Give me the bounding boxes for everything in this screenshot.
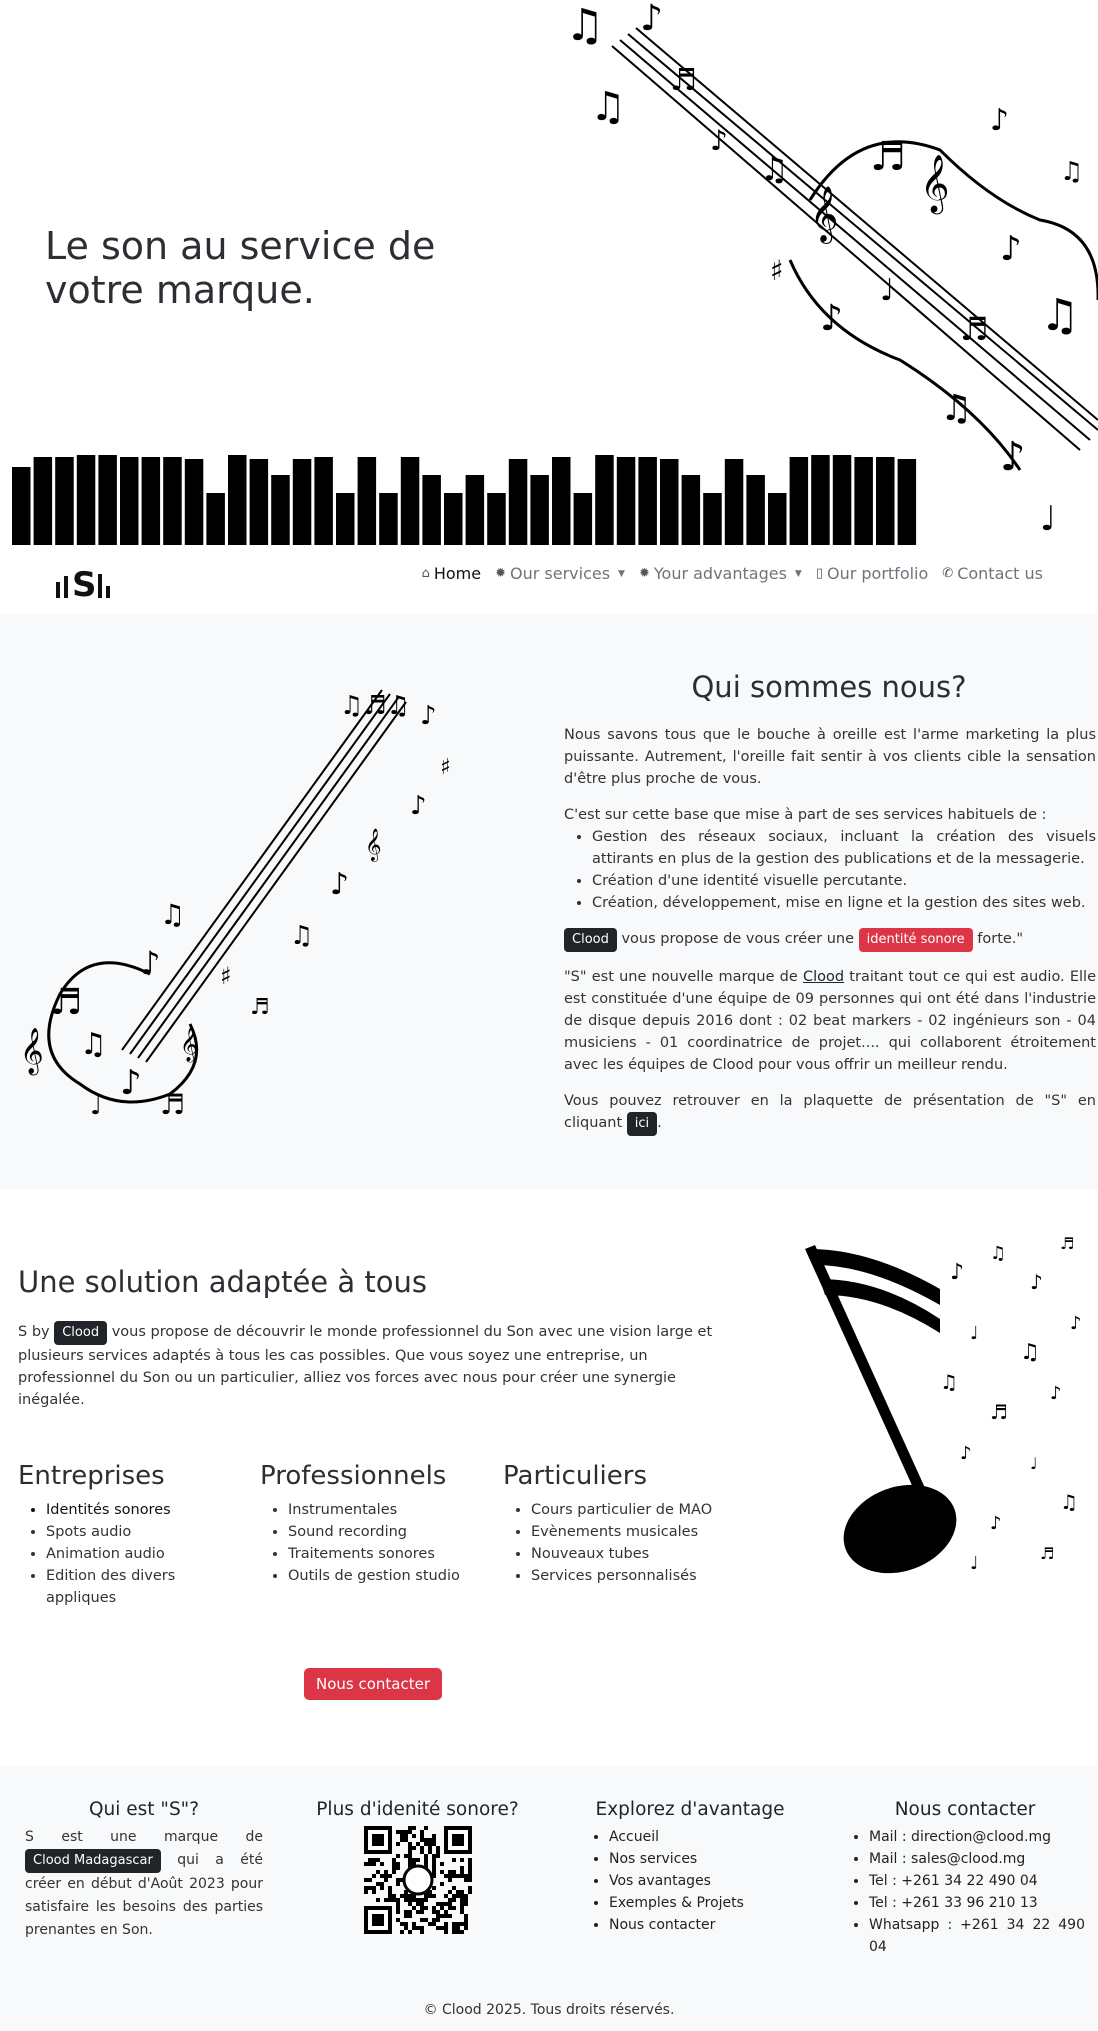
svg-text:♩: ♩ [90,1091,103,1121]
caret-down-icon: ▼ [618,568,625,579]
equalizer-bar [142,457,161,545]
svg-text:♬: ♬ [1040,1544,1055,1563]
equalizer-bar [466,475,485,545]
contact-item: • Tel : +261 33 96 210 13 [869,1892,1085,1914]
equalizer-bar [444,493,463,545]
footer-explore-title: Explorez d'avantage [595,1799,785,1820]
caret-down-icon: ▼ [794,568,802,579]
svg-text:♩: ♩ [1040,499,1057,539]
clood-link[interactable]: Clood [803,969,845,985]
contact-us-button[interactable]: Nous contacter [304,1668,442,1700]
svg-text:♬: ♬ [250,995,270,1020]
equalizer-bar [487,493,506,545]
equalizer-bar [358,457,377,545]
column-list [531,1499,733,1587]
svg-text:♫: ♫ [940,388,973,429]
column-title: Particuliers [503,1461,648,1491]
svg-text:♫: ♫ [1060,157,1084,187]
svg-text:♬: ♬ [50,982,83,1023]
column-title: Professionnels [260,1461,447,1491]
svg-text:♪: ♪ [140,944,161,982]
nav-item-our-portfolio[interactable] [816,564,928,583]
footer-contact [845,1799,1085,1958]
clood-madagascar-badge: Clood Madagascar [25,1849,161,1873]
about-text: traitant tout ce qui est audio. Elle est constituée d'une équipe de 09 personnes qui ont été dans l'industrie de disque depuis 2016 dont : 02 beat markers - 02 ingénieurs son - 04 musiciens - 01 coordinatrice de projet.... qui collaborent étroitement avec les équipes de Clood pour vous offrir un meilleur rendu. [564,969,1096,1073]
equalizer-bar [250,459,269,545]
about-text: forte." [977,931,1024,947]
footer-link[interactable]: • Exemples & Projets [609,1892,795,1914]
list-item: • Nouveaux tubes [531,1543,733,1565]
list-item: • Services personnalisés [531,1565,733,1587]
nav-item-label: Contact us [957,564,1043,583]
list-item: • Spots audio [46,1521,248,1543]
footer-text: qui a été créer en début d'Août 2023 pour satisfaire les besoins des parties prenantes en Son. [25,1852,263,1938]
equalizer-bar [379,493,398,545]
list-item: • Cours particulier de MAO [531,1499,733,1521]
footer-about-text [25,1826,263,1942]
footer-link[interactable]: • Nous contacter [609,1914,795,1936]
solution-description [18,1321,718,1411]
svg-text:♫♬♫: ♫♬♫ [340,691,410,721]
nav-item-home[interactable] [422,564,482,583]
equalizer-bar [163,457,182,545]
svg-text:♪: ♪ [420,701,437,731]
equalizer-bar [185,459,204,545]
svg-text:♫: ♫ [760,150,789,188]
equalizer-bar [422,475,441,545]
svg-text:♩: ♩ [880,273,895,308]
column-list [288,1499,490,1587]
svg-text:♫: ♫ [990,1243,1007,1264]
nav-item-our-services[interactable] [495,564,625,583]
svg-text:♬: ♬ [870,134,906,180]
svg-text:♫: ♫ [1060,1490,1078,1514]
svg-text:♪: ♪ [990,103,1010,138]
svg-text:♪: ♪ [1050,1383,1062,1404]
navbar [0,548,1098,614]
equalizer-bar [293,459,312,545]
about-title: Qui sommes nous? [691,670,967,704]
footer-link[interactable]: • Nos services [609,1848,795,1870]
svg-text:♫: ♫ [565,0,605,51]
svg-text:♫: ♫ [160,898,186,931]
hero-section [0,0,1098,548]
svg-text:♪: ♪ [120,1063,142,1103]
svg-text:♫: ♫ [290,921,314,951]
svg-text:♪: ♪ [1000,434,1026,480]
equalizer-bar [336,493,355,545]
solution-section [0,1189,1098,1766]
clood-badge: Clood [564,928,617,952]
equalizer-bar [271,475,290,545]
footer-qr [300,1799,535,1934]
nav-item-contact-us[interactable] [942,564,1043,583]
column-particuliers [503,1461,733,1587]
list-item: • Evènements musicales [531,1521,733,1543]
svg-text:♩: ♩ [1030,1454,1038,1473]
svg-text:♯: ♯ [770,254,784,287]
equalizer-bar [55,457,73,545]
footer-link[interactable]: • Vos avantages [609,1870,795,1892]
gear-icon: ✹ [638,566,650,581]
svg-text:♬: ♬ [670,63,697,98]
nav-item-label: Home [433,564,482,583]
equalizer-bar [98,455,117,545]
svg-text:♫: ♫ [1040,290,1080,341]
about-text: "S" est une nouvelle marque de [564,969,798,985]
book-icon: ▯ [815,566,823,581]
svg-text:𝄞: 𝄞 [365,828,382,861]
phone-icon: ✆ [942,566,954,581]
equalizer-bar [206,493,225,545]
list-item: • Animation audio [46,1543,248,1565]
about-body [564,724,1096,1150]
about-text: Vous pouvez retrouver en la plaquette de présentation de "S" en cliquant [564,1093,1096,1131]
list-item: • Identités sonores [46,1499,248,1521]
footer-qr-title: Plus d'idenité sonore? [316,1799,519,1820]
column-title: Entreprises [18,1461,165,1491]
svg-text:S: S [72,565,97,605]
nav-item-label: Your advantages [653,564,787,583]
svg-text:♪: ♪ [1000,229,1022,269]
contact-item: • Mail : direction@clood.mg [869,1826,1085,1848]
svg-text:♪: ♪ [1070,1313,1082,1334]
svg-text:♯: ♯ [440,755,451,780]
nav-item-label: Our portfolio [826,564,929,583]
equalizer-bar [228,455,247,545]
svg-text:♬: ♬ [960,310,989,348]
column-list [46,1499,248,1609]
hero-title: Le son au service de votre marque. [45,224,436,312]
footer-about-title: Qui est "S"? [88,1799,200,1820]
equalizer-bar [34,457,53,545]
svg-text:𝄞: 𝄞 [920,154,950,212]
svg-text:♪: ♪ [330,867,350,902]
solution-text: S by [18,1324,50,1340]
list-item: • Outils de gestion studio [288,1565,490,1587]
footer-explore [585,1799,795,1936]
s-logo[interactable] [52,562,122,606]
solution-title: Une solution adaptée à tous [18,1265,427,1299]
violin-music-notes-graphic [560,0,1098,548]
svg-text:♪: ♪ [960,1443,972,1464]
equalizer-bar [314,457,333,545]
list-item: • Edition des divers appliques [46,1565,248,1609]
brochure-link-badge[interactable]: ici [627,1112,657,1136]
equalizer-bar [120,457,139,545]
guitar-music-notes-graphic [20,654,460,1124]
svg-text:♫: ♫ [1020,1340,1040,1365]
about-text: . [657,1115,662,1131]
svg-text:♯: ♯ [220,962,232,990]
contact-item: • Tel : +261 34 22 490 04 [869,1870,1085,1892]
service-item: • Création, développement, mise en ligne et la gestion des sites web. [592,892,1096,914]
contact-item: • Whatsapp : +261 34 22 490 04 [869,1914,1085,1958]
solution-text: vous propose de découvrir le monde professionnel du Son avec une vision large et plusieurs services adaptés à tous les cas possibles. Que vous soyez une entreprise, un professionnel du Son ou un particulier, alliez vos forces avec nous pour créer une synergie inégalée. [18,1324,713,1408]
copyright: © Clood 2025. Tous droits réservés. [423,2002,675,2018]
footer-contact-list [869,1826,1085,1958]
svg-text:♬: ♬ [990,1400,1008,1424]
services-list [592,826,1096,914]
nav-menu [422,564,1043,583]
footer-about [25,1799,263,1942]
contact-item: • Mail : sales@clood.mg [869,1848,1085,1870]
about-paragraph: Nous savons tous que le bouche à oreille est l'arme marketing la plus puissante. Autrement, l'oreille fait sentir à vos clients cible la sensation d'être plus proche de vous. [564,727,1096,787]
footer-contact-title: Nous contacter [894,1799,1036,1820]
home-icon: ⌂ [421,566,430,581]
about-paragraph: C'est sur cette base que mise à part de ses services habituels de : [564,807,1047,823]
footer-text: S est une marque de [25,1829,263,1845]
list-item: • Sound recording [288,1521,490,1543]
svg-text:♪: ♪ [820,298,843,339]
clood-badge: Clood [54,1321,107,1345]
svg-text:♬: ♬ [160,1088,186,1121]
svg-text:♪: ♪ [990,1513,1002,1534]
gear-icon: ✹ [495,566,506,581]
footer [0,1766,1098,2031]
equalizer-bar [530,475,549,545]
svg-text:♫: ♫ [80,1027,107,1062]
list-item: • Instrumentales [288,1499,490,1521]
qr-code [364,1826,472,1934]
svg-text:♩: ♩ [970,1553,979,1574]
about-text: vous propose de vous créer une [621,931,855,947]
svg-text:♪: ♪ [410,791,427,821]
service-item: • Création d'une identité visuelle percutante. [592,870,1096,892]
service-item: • Gestion des réseaux sociaux, incluant la création des visuels attirants en plus de la gestion des publications et de la messagerie. [592,826,1096,870]
identite-sonore-badge: identité sonore [859,928,973,952]
column-professionnels [260,1461,490,1587]
footer-links-list [609,1826,795,1936]
svg-text:♫: ♫ [590,84,626,130]
list-item: • Traitements sonores [288,1543,490,1565]
svg-text:♪: ♪ [710,124,728,157]
column-entreprises [18,1461,248,1609]
svg-text:𝄞: 𝄞 [810,186,839,242]
dispersing-music-note-graphic [790,1209,1090,1589]
equalizer-bar [77,455,96,545]
svg-text:♩: ♩ [970,1323,979,1344]
svg-text:♫: ♫ [940,1370,958,1394]
equalizer-bar [509,459,528,545]
footer-link[interactable]: • Accueil [609,1826,795,1848]
nav-item-label: Our services [510,564,611,583]
svg-text:♬: ♬ [1060,1234,1075,1253]
about-section [0,614,1098,1189]
svg-text:𝄞: 𝄞 [180,1027,198,1062]
svg-text:♪: ♪ [1030,1270,1043,1294]
svg-text:𝄞: 𝄞 [20,1028,44,1074]
nav-item-your-advantages[interactable] [639,564,802,583]
svg-text:♪: ♪ [640,0,663,39]
svg-text:♪: ♪ [950,1260,965,1285]
equalizer-bar [12,467,31,545]
equalizer-bar [401,457,420,545]
